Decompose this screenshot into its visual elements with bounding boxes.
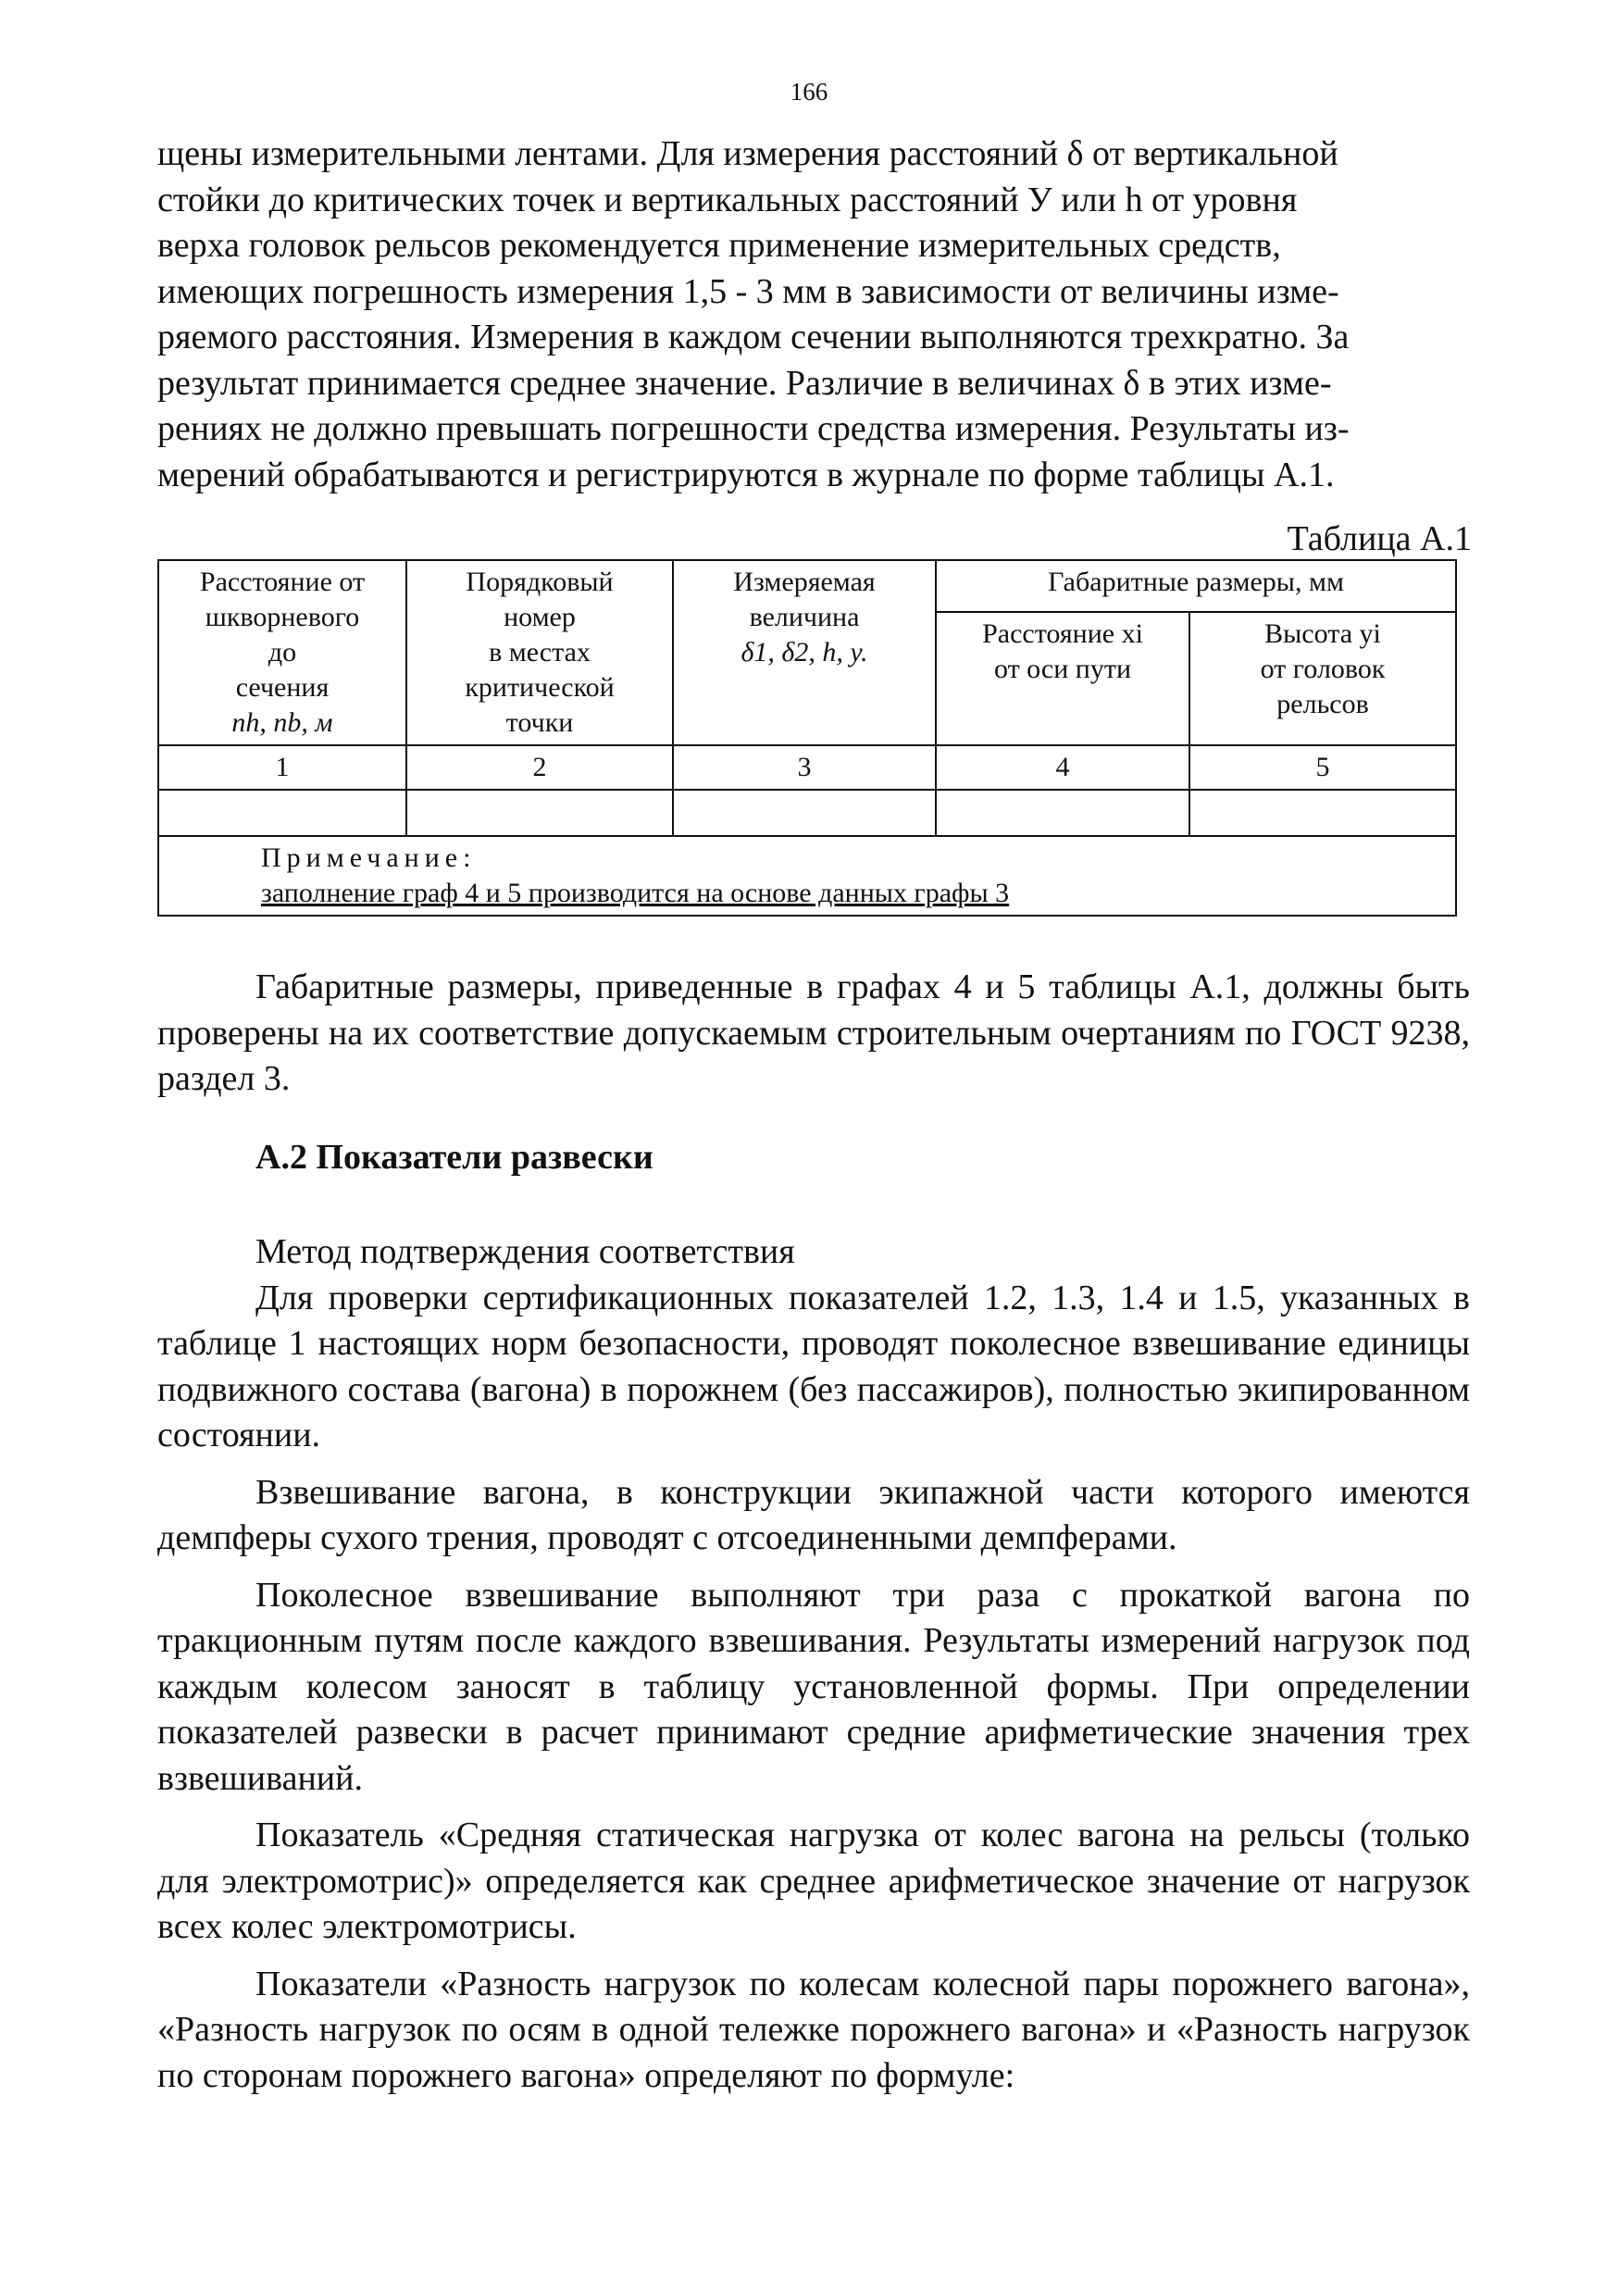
paragraph: Для проверки сертификационных показателей 1.2, 1.3, 1.4 и 1.5, указанных в таблице 1 настоящих норм безопасности, проводят поколесное взвешивание единицы подвижного состава (вагона) в порожнем (без пассажиров), полностью экипированном состоянии. [157, 1278, 1470, 1454]
column-number: 1 [158, 745, 406, 790]
header-cell-distance: Расстояние от шкворневого до сечения nh, nb, м [158, 560, 406, 745]
paragraph-after-table: Габаритные размеры, приведенные в графах 4 и 5 таблицы А.1, должны быть проверены на их соответствие допускаемым строительным очертаниям по ГОСТ 9238, раздел 3. [157, 967, 1470, 1098]
text-line: результат принимается среднее значение. Различие в величинах δ в этих изме- [157, 363, 1332, 403]
note-row [158, 836, 1456, 916]
column-number: 4 [936, 745, 1189, 790]
empty-cell [1189, 790, 1456, 836]
text-line: ряемого расстояния. Измерения в каждом сечении выполняются трехкратно. За [157, 318, 1350, 356]
body-text [157, 1229, 1470, 2099]
text-line: имеющих погрешность измерения 1,5 - 3 мм в зависимости от величины изме- [157, 271, 1339, 311]
header-cell-ordinal: Порядковый номер в местах критической точки [406, 560, 673, 745]
empty-cell [158, 790, 406, 836]
column-number: 5 [1189, 745, 1456, 790]
column-number: 2 [406, 745, 673, 790]
paragraph: Показатели «Разность нагрузок по колесам колесной пары порожнего вагона», «Разность нагрузок по осям в одной тележке порожнего вагона» и «Разность нагрузок по сторонам порожнего вагона» определяют по формуле: [157, 1964, 1470, 2095]
text-line: стойки до критических точек и вертикальных расстояний У или h от уровня [157, 180, 1298, 219]
subheading: Метод подтверждения соответствия [255, 1232, 795, 1271]
text-line: рениях не должно превышать погрешности средства измерения. Результаты из- [157, 409, 1350, 448]
header-cell-distance-xi: Расстояние xi от оси пути [936, 612, 1189, 745]
header-cell-height-yi: Высота yi от головок рельсов [1189, 612, 1456, 745]
intro-text [157, 131, 1470, 498]
note-cell [158, 836, 1456, 916]
column-number: 3 [673, 745, 936, 790]
paragraph: Поколесное взвешивание выполняют три раза с прокаткой вагона по тракционным путям после каждого взвешивания. Результаты измерений нагрузок под каждым колесом заносят в таблицу установленной формы. При определении показателей развески в расчет принимают средние арифметические значения трех взвешиваний. [157, 1575, 1470, 1798]
table-a1 [157, 559, 1457, 917]
paragraph: Взвешивание вагона, в конструкции экипажной части которого имеются демпферы сухого трения, проводят с отсоединенными демпферами. [157, 1472, 1470, 1557]
empty-cell [406, 790, 673, 836]
note-text: заполнение граф 4 и 5 производится на основе данных графы 3 [261, 878, 1010, 908]
table-caption: Таблица А.1 [1287, 519, 1472, 558]
table-header-row [158, 560, 1456, 612]
section-heading: А.2 Показатели развески [255, 1138, 653, 1177]
paragraph: Показатель «Средняя статическая нагрузка от колес вагона на рельсы (только для электромотрис)» определяется как среднее арифметическое значение от нагрузок всех колес электромотрисы. [157, 1816, 1470, 1946]
header-cell-measured: Измеряемая величина δ1, δ2, h, y. [673, 560, 936, 745]
column-number-row [158, 745, 1456, 790]
empty-row [158, 790, 1456, 836]
text-line: мерений обрабатываются и регистрируются в журнале по форме таблицы А.1. [157, 455, 1335, 494]
page-number: 166 [790, 78, 828, 106]
text-line: верха головок рельсов рекомендуется применение измерительных средств, [157, 226, 1281, 265]
header-cell-dimensions: Габаритные размеры, мм [936, 560, 1456, 612]
text-line: щены измерительными лентами. Для измерения расстояний δ от вертикальной [157, 134, 1338, 173]
empty-cell [673, 790, 936, 836]
empty-cell [936, 790, 1189, 836]
note-title: Примечание: [261, 842, 477, 873]
